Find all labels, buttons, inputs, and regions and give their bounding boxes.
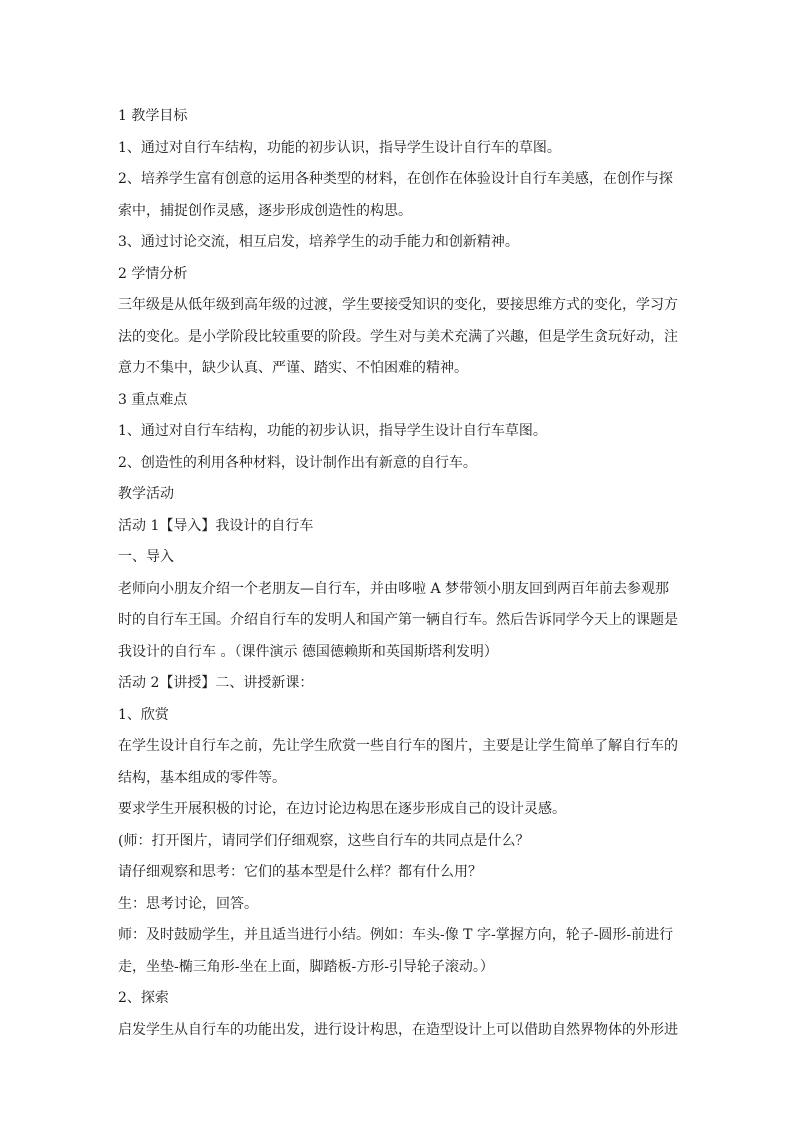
paragraph-line: 结构，基本组成的零件等。 [118, 769, 286, 786]
paragraph-line: 1、通过对自行车结构，功能的初步认识，指导学生设计自行车草图。 [118, 423, 547, 439]
section-heading-key-points: 3 重点难点 [118, 391, 188, 408]
paragraph-line: 启发学生从自行车的功能出发，进行设计构思，在造型设计上可以借助自然界物体的外形进 [118, 1021, 678, 1038]
paragraph-line: 3、通过讨论交流，相互启发，培养学生的动手能力和创新精神。 [118, 234, 519, 250]
section-heading-activities: 教学活动 [118, 486, 174, 502]
paragraph-line: 在学生设计自行车之前，先让学生欣赏一些自行车的图片，主要是让学生简单了解自行车的 [118, 738, 678, 754]
subsection-heading: 一、导入 [118, 549, 174, 565]
activity-heading: 活动 1【导入】我设计的自行车 [118, 517, 314, 534]
subsection-heading: 2、探索 [118, 990, 169, 1006]
section-heading-teaching-goals: 1 教学目标 [118, 108, 188, 124]
paragraph-line: 时的自行车王国。介绍自行车的发明人和国产第一辆自行车。然后告诉同学今天上的课题是 [118, 612, 678, 628]
paragraph-line: 师：及时鼓励学生，并且适当进行小结。例如：车头-像 T 字-掌握方向，轮子-圆形-前进行 [118, 927, 674, 943]
subsection-heading: 1、欣赏 [118, 706, 169, 723]
paragraph-line: 我设计的自行车 。（课件演示 德国德赖斯和英国斯塔利发明） [118, 643, 498, 660]
section-heading-student-analysis: 2 学情分析 [118, 265, 188, 282]
paragraph-line: (师：打开图片，请同学们仔细观察，这些自行车的共同点是什么？ [118, 832, 530, 849]
paragraph-line: 要求学生开展积极的讨论，在边讨论边构思在逐步形成自己的设计灵感。 [118, 801, 566, 817]
paragraph-line: 2、培养学生富有创意的运用各种类型的材料，在创作在体验设计自行车美感，在创作与探 [118, 171, 673, 187]
paragraph-line: 走，坐垫-椭三角形-坐在上面，脚踏板-方形-引导轮子滚动。） [118, 958, 494, 975]
paragraph-line: 索中，捕捉创作灵感，逐步形成创造性的构思。 [118, 202, 412, 219]
activity-heading: 活动 2【讲授】二、讲授新课： [118, 675, 314, 691]
document-body [118, 101, 678, 1046]
paragraph-line: 请仔细观察和思考：它们的基本型是什么样？都有什么用？ [118, 864, 482, 880]
paragraph-line: 生：思考讨论，回答。 [118, 895, 258, 912]
paragraph-line: 三年级是从低年级到高年级的过渡，学生要接受知识的变化，要接思维方式的变化，学习方 [118, 297, 678, 313]
paragraph-line: 意力不集中，缺少认真、严谨、踏实、不怕困难的精神。 [118, 360, 468, 376]
paragraph-line: 老师向小朋友介绍一个老朋友—自行车，并由哆啦 A 梦带领小朋友回到两百年前去参观那 [118, 580, 670, 597]
paragraph-line: 法的变化。是小学阶段比较重要的阶段。学生对与美术充满了兴趣，但是学生贪玩好动，注 [118, 328, 678, 345]
paragraph-line: 2、创造性的利用各种材料，设计制作出有新意的自行车。 [118, 454, 477, 471]
paragraph-line: 1、通过对自行车结构，功能的初步认识，指导学生设计自行车的草图。 [118, 139, 561, 156]
